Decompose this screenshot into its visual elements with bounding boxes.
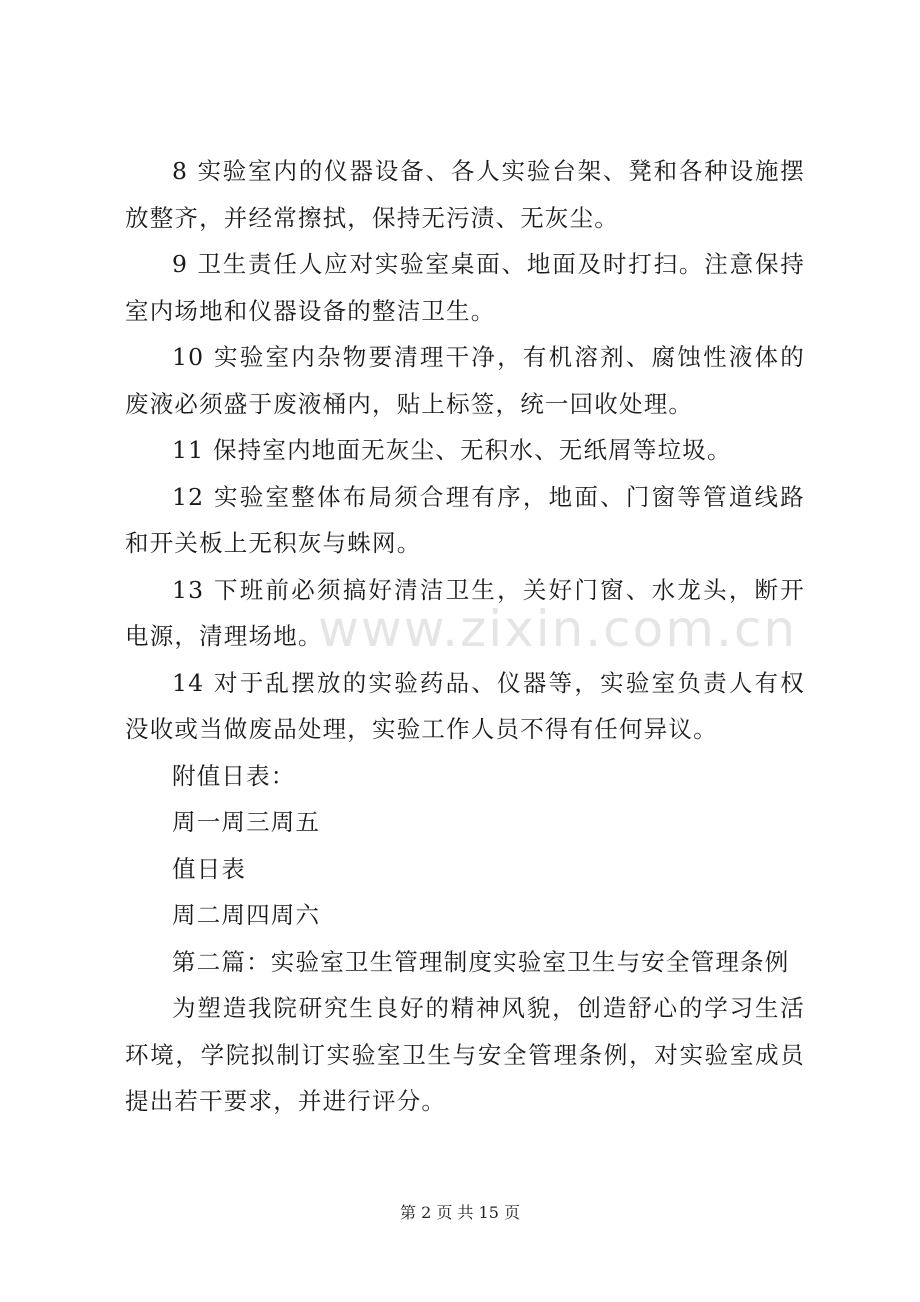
- paragraph-item-14: 14 对于乱摆放的实验药品、仪器等，实验室负责人有权没收或当做废品处理，实验工作人员不得有任何异议。: [125, 668, 805, 743]
- paragraph-item-10: 10 实验室内杂物要清理干净，有机溶剂、腐蚀性液体的废液必须盛于废液桶内，贴上标签，统一回收处理。: [125, 343, 805, 418]
- duty-table-label: 值日表: [172, 854, 247, 883]
- duty-table-heading: 附值日表：: [172, 761, 296, 790]
- section-title: 第二篇：实验室卫生管理制度实验室卫生与安全管理条例: [172, 947, 790, 976]
- paragraph-item-9: 9 卫生责任人应对实验室桌面、地面及时打扫。注意保持室内场地和仪器设备的整洁卫生。: [125, 250, 805, 325]
- page-footer: 第 2 页 共 15 页: [400, 1203, 520, 1222]
- paragraph-item-13: 13 下班前必须搞好清洁卫生，关好门窗、水龙头，断开电源，清理场地。: [125, 575, 805, 650]
- duty-days-group-2: 周二周四周六: [172, 901, 321, 929]
- paragraph-item-11: 11 保持室内地面无灰尘、无积水、无纸屑等垃圾。: [172, 436, 732, 464]
- site-watermark: www.zixin.com.cn: [318, 600, 798, 658]
- paragraph-item-8: 8 实验室内的仪器设备、各人实验台架、凳和各种设施摆放整齐，并经常擦拭，保持无污渍、无灰尘。: [125, 157, 805, 232]
- duty-days-group-1: 周一周三周五: [172, 808, 321, 836]
- intro-paragraph: 为塑造我院研究生良好的精神风貌，创造舒心的学习生活环境，学院拟制订实验室卫生与安全管理条例，对实验室成员提出若干要求，并进行评分。: [125, 994, 805, 1115]
- paragraph-item-12: 12 实验室整体布局须合理有序，地面、门窗等管道线路和开关板上无积灰与蛛网。: [125, 482, 805, 557]
